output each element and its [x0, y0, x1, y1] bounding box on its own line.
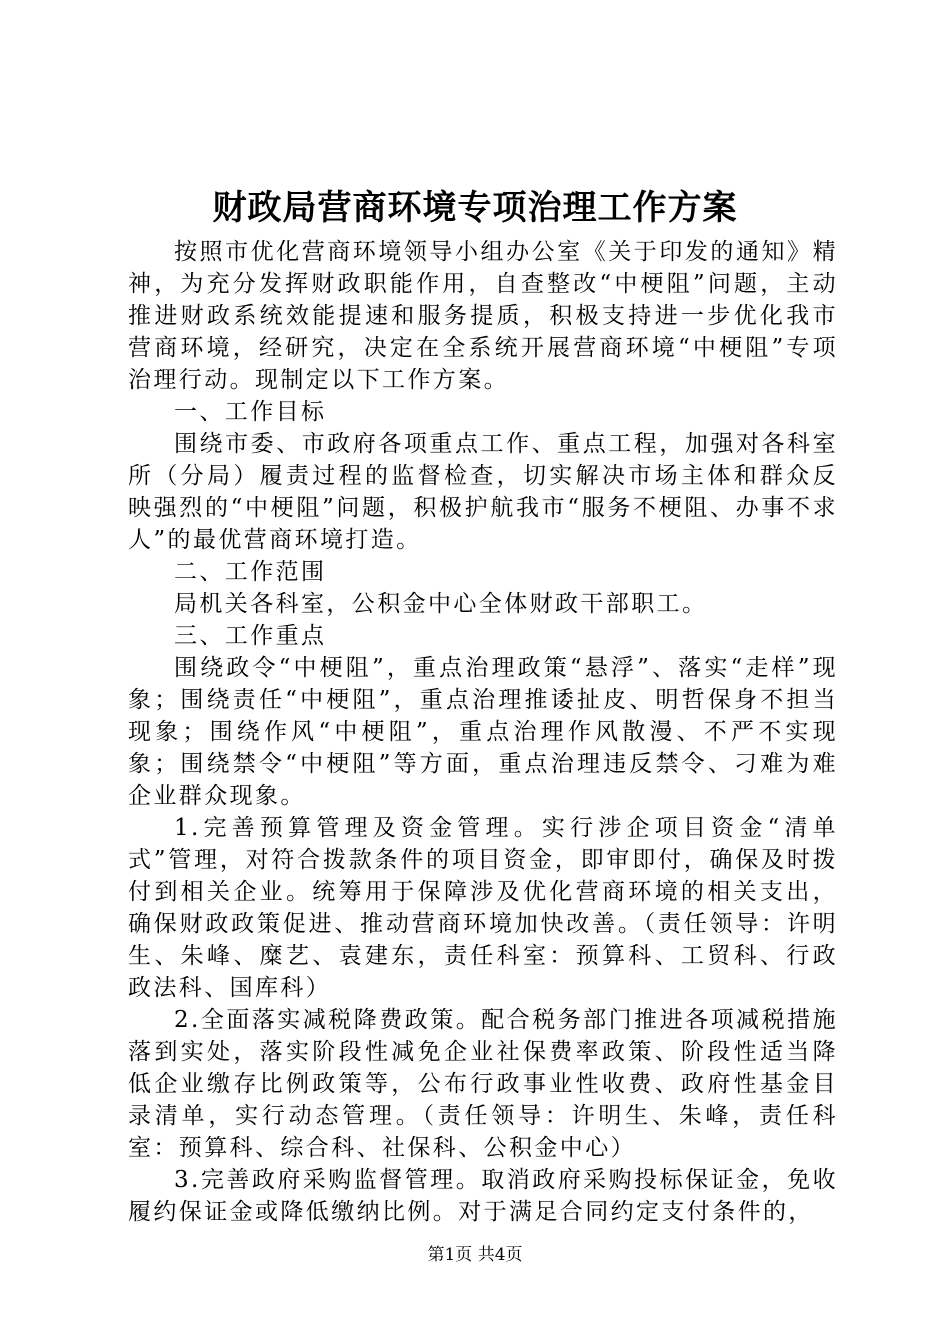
scope-paragraph: 局机关各科室，公积金中心全体财政干部职工。 — [174, 591, 708, 617]
section-heading-goals: 一、工作目标 — [174, 399, 327, 425]
focus-item-3: 3.完善政府采购监督管理。取消政府采购投标保证金，免收履约保证金或降低缴纳比例。对于满足合同约定支付条件的， — [128, 1167, 838, 1225]
focus-paragraph: 围绕政令“中梗阻”，重点治理政策“悬浮”、落实“走样”现象；围绕责任“中梗阻”，重点治理推诿扯皮、明哲保身不担当现象；围绕作风“中梗阻”，重点治理作风散漫、不严不实现象；围绕禁令“中梗阻”等方面，重点治理违反禁令、刁难为难企业群众现象。 — [128, 655, 838, 809]
focus-item-1: 1.完善预算管理及资金管理。实行涉企项目资金“清单式”管理，对符合拨款条件的项目资金，即审即付，确保及时拨付到相关企业。统筹用于保障涉及优化营商环境的相关支出，确保财政政策促进、推动营商环境加快改善。（责任领导：许明生、朱峰、糜艺、袁建东，责任科室：预算科、工贸科、行政政法科、国库科） — [128, 815, 838, 1001]
intro-paragraph: 按照市优化营商环境领导小组办公室《关于印发的通知》精神，为充分发挥财政职能作用，自查整改“中梗阻”问题，主动推进财政系统效能提速和服务提质，积极支持进一步优化我市营商环境，经研究，决定在全系统开展营商环境“中梗阻”专项治理行动。现制定以下工作方案。 — [128, 239, 838, 393]
document-body — [128, 236, 838, 1228]
section-heading-scope: 二、工作范围 — [174, 559, 327, 585]
section-heading-focus: 三、工作重点 — [174, 623, 327, 649]
page-number-footer: 第1页 共4页 — [427, 1245, 523, 1265]
document-title: 财政局营商环境专项治理工作方案 — [212, 188, 738, 228]
goals-paragraph: 围绕市委、市政府各项重点工作、重点工程，加强对各科室所（分局）履责过程的监督检查，切实解决市场主体和群众反映强烈的“中梗阻”问题，积极护航我市“服务不梗阻、办事不求人”的最优营商环境打造。 — [128, 431, 838, 553]
focus-item-2: 2.全面落实减税降费政策。配合税务部门推进各项减税措施落到实处，落实阶段性减免企业社保费率政策、阶段性适当降低企业缴存比例政策等，公布行政事业性收费、政府性基金目录清单，实行动态管理。（责任领导：许明生、朱峰，责任科室：预算科、综合科、社保科、公积金中心） — [128, 1007, 838, 1161]
